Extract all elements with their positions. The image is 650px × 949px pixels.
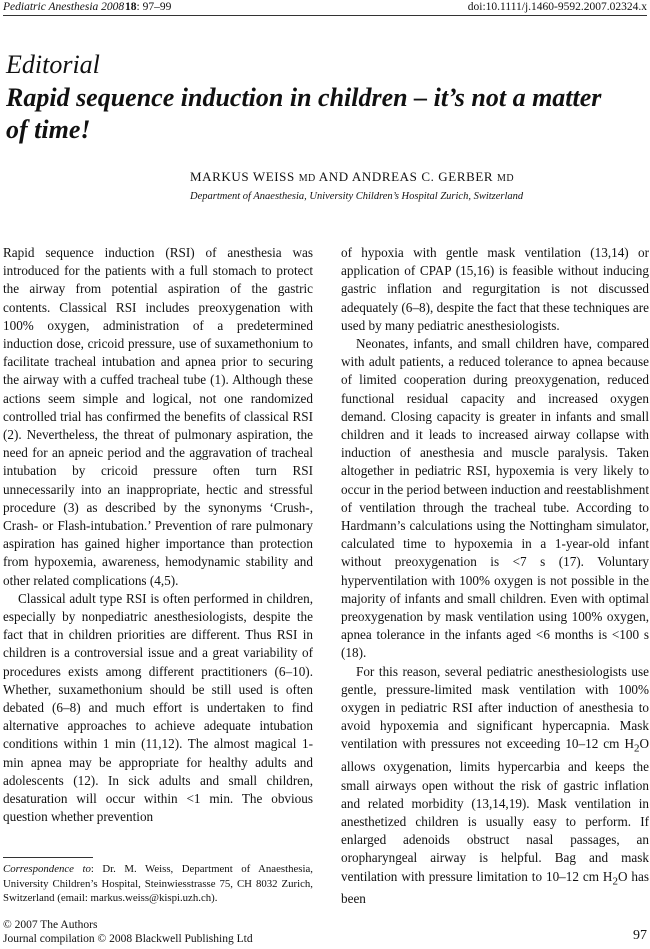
doi: doi:10.1111/j.1460-9592.2007.02324.x [467,1,647,13]
author-1-degree: MD [298,173,316,184]
author-2-degree: MD [497,173,514,184]
paragraph-part: For this reason, several pediatric anesthesiologists use gentle, pressure-limited mask ventilation with 100% oxygen in pediatric RSI after induction of anesthesia to avoid hypoxemia and significant hypercapnia. Mask ventilation with pressures not exceeding 10–12 cm H [341,663,649,752]
copyright-line: Journal compilation © 2008 Blackwell Publishing Ltd [3,933,253,945]
right-column [341,244,649,916]
author-conjunction: AND [318,169,349,184]
running-header [3,0,647,16]
left-column [3,244,313,852]
copyright-footer [3,918,253,946]
subscript: 2 [633,743,640,756]
paragraph-part: O has been [341,868,649,907]
correspondence-text: : Dr. M. Weiss, Department of Anaesthesia, University Children’s Hospital, Steinwiesstrasse 75, CH 8032 Zurich, Switzerland (email: markus.weiss@kispi.uzh.ch). [3,863,313,904]
paragraph: Neonates, infants, and small children have, compared with adult patients, a reduced tolerance to apnea because of limited cooperation during preoxygenation, reduced functional residual capacity and increased oxygen demand. Closing capacity is greater in infants and small children and it leads to increased airway collapse with induction of anesthesia and muscle paralysis. Taken altogether in pediatric RSI, hypoxemia is very likely to occur in the period between induction and reestablishment of ventilation through the tracheal tube. According to Hardmann’s calculations using the Nottingham simulator, calculated time to hypoxemia in a 1-year-old infant without preoxygenation is <7 s (17). Voluntary hyperventilation with 100% oxygen is not possible in the majority of infants and small children. Even with optimal preoxygenation by mask ventilation using 100% oxygen, apnea tolerance in the infants aged <6 months is <100 s (18). [341,336,649,661]
paragraph: of hypoxia with gentle mask ventilation (13,14) or application of CPAP (15,16) is feasible without inducing gastric inflation and regurgitation is not discussed adequately (6–8), despite the fact that these techniques are used by many pediatric anesthesiologists. [341,245,649,333]
correspondence-label: Correspondence to [3,863,91,875]
copyright-line: © 2007 The Authors [3,919,98,931]
volume-number: 18 [125,1,137,13]
author-1: MARKUS WEISS [190,169,295,184]
journal-name: Pediatric Anesthesia 2008 [3,1,125,13]
page-range: : 97–99 [136,1,172,13]
paragraph: Rapid sequence induction (RSI) of anesthesia was introduced for the patients with a full stomach to protect the airway from potential aspiration of the gastric contents. Classical RSI includes preoxygenation with 100% oxygen, administration of a predetermined induction dose, cricoid pressure, use of suxamethonium to facilitate tracheal intubation and apnea prior to securing the airway with a cuffed tracheal tube (1). Although these actions seem simple and logical, not one randomized controlled trial has confirmed the benefits of classical RSI (2). Nevertheless, the threat of pulmonary aspiration, the need for an apneic period and the aggravation of tracheal intubation by cricoid pressure often turn RSI unnecessarily into an inappropriate, hectic and stressful procedure (3) as described by the synonyms ‘Crush-, Crash- or Flash-intubation.’ Prevention of rare pulmonary aspiration has gained higher importance than protection from hypoxemia, awareness, hemodynamic stability and other related complications (4,5). [3,245,313,588]
paragraph-part: O allows oxygenation, limits hypercarbia and keeps the small airways open without the risk of gastric inflation and related morbidity (13,14,19). Mask ventilation in anesthetized children is usually easy to perform. If enlarged adenoids obstruct nasal passages, an oropharyngeal airway is helpful. Bag and mask ventilation with pressure limitation to 10–12 cm H [341,736,649,884]
page-number: 97 [633,928,647,943]
paragraph: Classical adult type RSI is often performed in children, especially by nonpediatric anesthesiologists, despite the fact that in children priorities are different. Thus RSI in children is a controversial issue and a great variability of procedures exists among different practitioners (6–10). Whether, suxamethonium should be still used is often debated (6–8) and much effort is undertaken to find alternative approaches to achieve adequate intubation conditions within 1 min (11,12). The almost magical 1-min apnea may be appropriate for healthy adults and adolescents (12). In sick adults and small children, desaturation will occur within <1 min. The obvious question whether prevention [3,590,313,825]
subscript: 2 [612,875,618,888]
author-2: ANDREAS C. GERBER [351,169,494,184]
author-line [190,168,514,188]
correspondence-note [3,862,313,906]
article-title: Rapid sequence induction in children – it’s not a matter of time! [6,83,602,144]
volume-pages [125,0,171,15]
section-label: Editorial [6,50,100,79]
paragraph [341,663,649,909]
footnote-rule [3,857,93,858]
affiliation: Department of Anaesthesia, University Children’s Hospital Zurich, Switzerland [190,191,524,202]
